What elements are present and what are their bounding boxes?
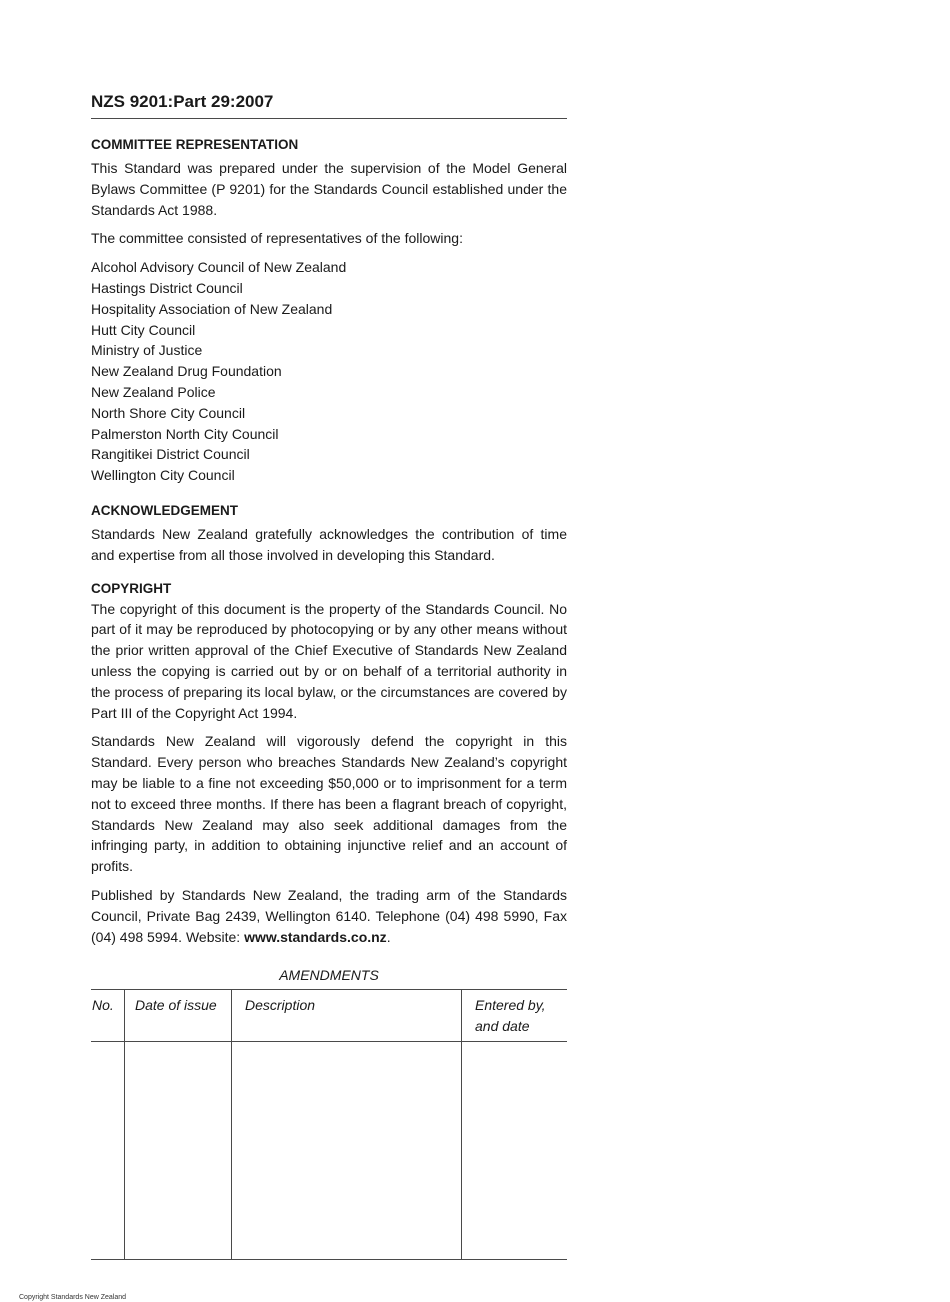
column-header-entered: [475, 995, 546, 1037]
website-link[interactable]: www.standards.co.nz: [244, 928, 387, 945]
committee-heading: COMMITTEE REPRESENTATION: [91, 137, 299, 152]
amendments-title: AMENDMENTS: [279, 967, 379, 983]
list-item: New Zealand Police: [91, 383, 216, 400]
list-item: Hutt City Council: [91, 321, 196, 338]
entered-line-1: Entered by,: [475, 997, 546, 1013]
committee-member-list: [91, 257, 567, 486]
copyright-heading: COPYRIGHT: [91, 580, 172, 596]
column-header-date: Date of issue: [135, 997, 217, 1013]
document-page: [91, 90, 567, 947]
list-item: New Zealand Drug Foundation: [91, 363, 282, 380]
committee-intro: This Standard was prepared under the supervision of the Model General Bylaws Committee (P 9201) for the Standards Council established under the Standards Act 1988.: [91, 160, 567, 218]
acknowledgement-heading: ACKNOWLEDGEMENT: [91, 502, 238, 518]
amendments-header-row: [91, 990, 567, 1042]
published-by: [91, 885, 567, 947]
list-item: Rangitikei District Council: [91, 446, 250, 463]
entered-line-2: and date: [475, 1017, 530, 1034]
column-divider: [231, 990, 232, 1259]
published-suffix: .: [386, 928, 391, 945]
committee-consisted: The committee consisted of representatives of the following:: [91, 230, 463, 247]
column-header-no: No.: [92, 997, 114, 1013]
list-item: Hastings District Council: [91, 279, 243, 296]
list-item: Alcohol Advisory Council of New Zealand: [91, 259, 347, 276]
list-item: Wellington City Council: [91, 467, 235, 484]
column-divider: [124, 990, 125, 1259]
published-text: Published by Standards New Zealand, the trading arm of the Standards Council, Private Bag 2439, Wellington 6140. Telephone (04) 498 5990, Fax (04) 498 5994. Website:: [91, 886, 567, 945]
list-item: North Shore City Council: [91, 404, 246, 421]
copyright-para-2: Standards New Zealand will vigorously defend the copyright in this Standard. Every person who breaches Standards New Zealand’s copyright may be liable to a fine not exceeding $50,000 or to imprisonment for a term not to exceed three months. If there has been a flagrant breach of copyright, Standards New Zealand may also seek additional damages from the infringing party, in addition to obtaining injunctive relief and an account of profits.: [91, 733, 567, 875]
list-item: Ministry of Justice: [91, 342, 203, 359]
column-header-description: Description: [245, 997, 316, 1013]
column-divider: [461, 990, 462, 1259]
list-item: Palmerston North City Council: [91, 425, 279, 442]
acknowledgement-text: Standards New Zealand gratefully acknowledges the contribution of time and expertise from all those involved in developing this Standard.: [91, 525, 567, 563]
copyright-para-1: The copyright of this document is the property of the Standards Council. No part of it may be reproduced by photocopying or by any other means without the prior written approval of the Chief Executive of Standards New Zealand unless the copying is carried out by or on behalf of a territorial authority in the process of preparing its local bylaw, or the circumstances are covered by Part III of the Copyright Act 1994.: [91, 600, 567, 721]
list-item: Hospitality Association of New Zealand: [91, 300, 333, 317]
document-identifier: NZS 9201:Part 29:2007: [91, 90, 567, 119]
footer-copyright-note: Copyright Standards New Zealand: [19, 1294, 127, 1301]
amendments-table: [91, 989, 567, 1260]
